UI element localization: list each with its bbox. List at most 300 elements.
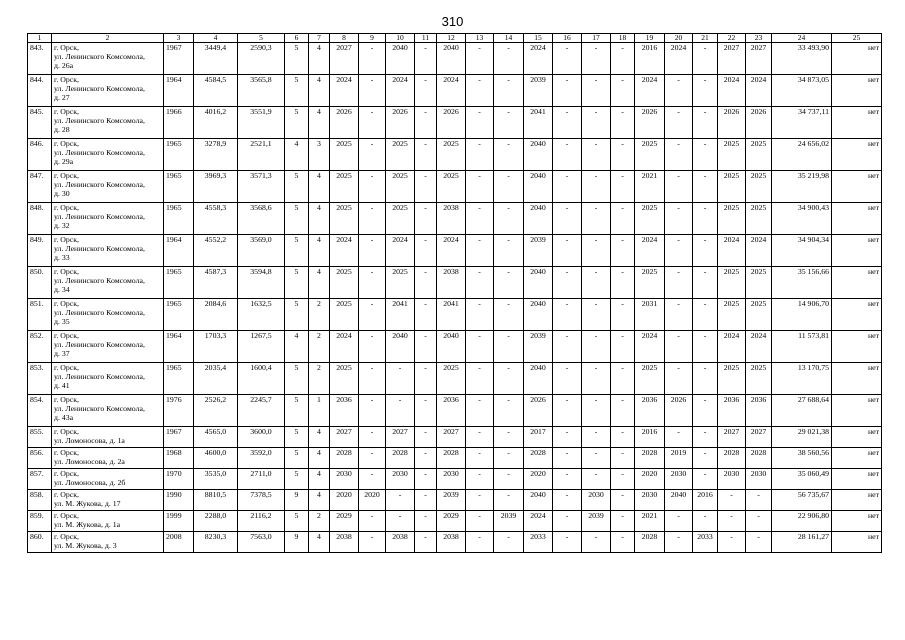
data-cell: 2024	[524, 511, 553, 532]
data-cell: 2019	[665, 448, 693, 469]
housing-table	[27, 33, 882, 553]
data-cell: 3551,9	[238, 107, 285, 139]
data-cell: 2	[309, 363, 330, 395]
data-cell: -	[553, 203, 582, 235]
data-cell: 2030	[330, 469, 359, 490]
data-cell: 4	[309, 171, 330, 203]
data-cell: 4	[309, 469, 330, 490]
data-cell: -	[466, 395, 494, 427]
address-line: д. 28	[54, 125, 70, 134]
data-cell: -	[359, 171, 386, 203]
data-cell: -	[415, 469, 437, 490]
data-cell: 2026	[665, 395, 693, 427]
data-cell: 2027	[330, 427, 359, 448]
data-cell: нет	[832, 171, 882, 203]
data-cell: 8810,5	[194, 490, 238, 511]
row-number: 858.	[28, 490, 52, 511]
data-cell: 2025	[386, 139, 415, 171]
data-cell: 2038	[386, 532, 415, 553]
address-line: ул. Ленинского Комсомола,	[54, 244, 145, 253]
data-cell: 2025	[330, 139, 359, 171]
data-cell: -	[553, 427, 582, 448]
data-cell: -	[611, 75, 635, 107]
data-cell: нет	[832, 43, 882, 75]
data-cell: 2025	[718, 363, 746, 395]
address-line: г. Орск,	[54, 490, 79, 499]
data-cell: 2040	[386, 331, 415, 363]
address-line: ул. Ломоносова, д. 2а	[54, 457, 125, 466]
data-cell: 2038	[437, 203, 466, 235]
data-cell: -	[415, 171, 437, 203]
data-cell: -	[466, 427, 494, 448]
data-cell: -	[494, 107, 524, 139]
data-cell: -	[386, 395, 415, 427]
data-cell: 56 735,67	[772, 490, 832, 511]
data-cell: -	[466, 511, 494, 532]
data-cell: -	[359, 43, 386, 75]
data-cell: 2040	[524, 171, 553, 203]
data-cell: 1999	[164, 511, 194, 532]
address-line: д. 33	[54, 253, 70, 262]
data-cell: -	[415, 107, 437, 139]
data-cell: 2016	[635, 427, 665, 448]
column-header: 13	[466, 34, 494, 43]
data-cell: 2021	[635, 171, 665, 203]
data-cell: нет	[832, 427, 882, 448]
data-cell: 2024	[635, 235, 665, 267]
data-cell: 7563,0	[238, 532, 285, 553]
data-cell: 4	[309, 43, 330, 75]
data-cell: 2025	[746, 299, 772, 331]
data-cell: 22 906,80	[772, 511, 832, 532]
data-cell: 2025	[635, 363, 665, 395]
data-cell: 2020	[359, 490, 386, 511]
data-cell: -	[718, 511, 746, 532]
data-cell: 2017	[524, 427, 553, 448]
data-cell: нет	[832, 532, 882, 553]
data-cell: 1967	[164, 427, 194, 448]
data-cell: 2024	[437, 75, 466, 107]
data-cell: 1632,5	[238, 299, 285, 331]
data-cell: 34 737,11	[772, 107, 832, 139]
data-cell: 2025	[746, 171, 772, 203]
data-cell: 1990	[164, 490, 194, 511]
data-cell: 2024	[635, 331, 665, 363]
data-cell: -	[415, 395, 437, 427]
data-cell: 2028	[524, 448, 553, 469]
data-cell: 2040	[437, 43, 466, 75]
data-cell: -	[553, 395, 582, 427]
data-cell: -	[466, 267, 494, 299]
data-cell: 4	[309, 267, 330, 299]
data-cell: -	[611, 427, 635, 448]
data-cell: -	[359, 427, 386, 448]
data-cell: 2033	[693, 532, 718, 553]
data-cell: -	[553, 532, 582, 553]
address-cell	[52, 395, 164, 427]
data-cell: -	[718, 532, 746, 553]
column-header: 4	[194, 34, 238, 43]
data-cell: нет	[832, 395, 882, 427]
data-cell: -	[582, 331, 611, 363]
data-cell: 2024	[524, 43, 553, 75]
data-cell: -	[553, 235, 582, 267]
address-line: д. 32	[54, 221, 70, 230]
data-cell: нет	[832, 235, 882, 267]
data-cell: 24 656,02	[772, 139, 832, 171]
table-row	[28, 107, 882, 139]
data-cell: -	[665, 427, 693, 448]
address-line: ул. М. Жукова, д. 3	[54, 541, 117, 550]
data-cell: 4	[309, 75, 330, 107]
data-cell: 33 493,90	[772, 43, 832, 75]
data-cell: -	[415, 427, 437, 448]
data-cell: 5	[285, 299, 309, 331]
data-cell: 2025	[635, 139, 665, 171]
row-number: 854.	[28, 395, 52, 427]
address-line: ул. Ломоносова, д. 1а	[54, 436, 125, 445]
data-cell: -	[582, 171, 611, 203]
data-cell: -	[415, 235, 437, 267]
data-cell: -	[494, 267, 524, 299]
data-cell: нет	[832, 203, 882, 235]
data-cell: нет	[832, 299, 882, 331]
data-cell: 2026	[386, 107, 415, 139]
address-line: д. 43а	[54, 413, 74, 422]
data-cell: -	[611, 171, 635, 203]
data-cell: -	[359, 331, 386, 363]
data-cell: -	[494, 139, 524, 171]
data-cell: нет	[832, 107, 882, 139]
data-cell: -	[466, 203, 494, 235]
data-cell: 2040	[524, 203, 553, 235]
data-cell: -	[466, 331, 494, 363]
data-cell: -	[415, 363, 437, 395]
data-cell: -	[665, 75, 693, 107]
data-cell: -	[553, 267, 582, 299]
data-cell: 2025	[386, 267, 415, 299]
data-cell: 3535,0	[194, 469, 238, 490]
data-cell: 14 906,70	[772, 299, 832, 331]
data-cell: -	[466, 532, 494, 553]
data-cell: -	[582, 395, 611, 427]
address-line: д. 37	[54, 349, 70, 358]
column-header: 16	[553, 34, 582, 43]
data-cell: 5	[285, 427, 309, 448]
column-header: 15	[524, 34, 553, 43]
data-cell: 2027	[718, 427, 746, 448]
data-cell: 2025	[437, 171, 466, 203]
address-line: ул. Ленинского Комсомола,	[54, 180, 145, 189]
address-line: д. 27	[54, 93, 70, 102]
data-cell: 3600,0	[238, 427, 285, 448]
data-cell: 5	[285, 267, 309, 299]
data-cell: 4	[285, 331, 309, 363]
data-cell: 2028	[330, 448, 359, 469]
data-cell: 1965	[164, 203, 194, 235]
data-cell: 2020	[524, 469, 553, 490]
data-cell: 3449,4	[194, 43, 238, 75]
address-cell	[52, 299, 164, 331]
address-line: ул. Ленинского Комсомола,	[54, 340, 145, 349]
data-cell: 3969,3	[194, 171, 238, 203]
address-line: ул. Ленинского Комсомола,	[54, 212, 145, 221]
row-number: 849.	[28, 235, 52, 267]
data-cell: -	[582, 532, 611, 553]
data-cell: 2040	[524, 299, 553, 331]
data-cell: 35 060,49	[772, 469, 832, 490]
data-cell: -	[359, 75, 386, 107]
data-cell: -	[746, 532, 772, 553]
data-cell: 2116,2	[238, 511, 285, 532]
address-line: г. Орск,	[54, 299, 79, 308]
data-cell: 2025	[330, 171, 359, 203]
data-cell: 2040	[386, 43, 415, 75]
data-cell: -	[582, 43, 611, 75]
address-cell	[52, 235, 164, 267]
data-cell: -	[359, 235, 386, 267]
data-cell: -	[494, 532, 524, 553]
column-header: 9	[359, 34, 386, 43]
data-cell: нет	[832, 75, 882, 107]
data-cell: -	[494, 448, 524, 469]
address-line: г. Орск,	[54, 395, 79, 404]
data-cell: нет	[832, 469, 882, 490]
data-cell: -	[553, 469, 582, 490]
column-header: 17	[582, 34, 611, 43]
data-cell: -	[582, 75, 611, 107]
data-cell: 2526,2	[194, 395, 238, 427]
data-cell: 2024	[746, 235, 772, 267]
data-cell: -	[611, 299, 635, 331]
data-cell: 2039	[582, 511, 611, 532]
data-cell: -	[359, 267, 386, 299]
data-cell: -	[415, 139, 437, 171]
data-cell: 2028	[718, 448, 746, 469]
data-cell: -	[494, 43, 524, 75]
data-cell: -	[746, 511, 772, 532]
data-cell: -	[466, 490, 494, 511]
data-cell: 2026	[635, 107, 665, 139]
table-row	[28, 395, 882, 427]
data-cell: 4	[309, 427, 330, 448]
address-line: ул. Ленинского Комсомола,	[54, 84, 145, 93]
data-cell: 2025	[330, 267, 359, 299]
column-header: 1	[28, 34, 52, 43]
table-row	[28, 331, 882, 363]
data-cell: -	[494, 299, 524, 331]
data-cell: 2025	[635, 267, 665, 299]
data-cell: 1965	[164, 139, 194, 171]
data-cell: 2025	[330, 203, 359, 235]
data-cell: -	[611, 235, 635, 267]
column-header: 22	[718, 34, 746, 43]
address-line: г. Орск,	[54, 532, 79, 541]
data-cell: 5	[285, 363, 309, 395]
data-cell: 4	[309, 490, 330, 511]
data-cell: -	[582, 235, 611, 267]
data-cell: 4016,2	[194, 107, 238, 139]
data-cell: 4	[309, 203, 330, 235]
address-cell	[52, 267, 164, 299]
header-row	[28, 34, 882, 43]
data-cell: -	[553, 75, 582, 107]
data-cell: 4584,5	[194, 75, 238, 107]
data-cell: 1267,5	[238, 331, 285, 363]
data-cell: 2027	[718, 43, 746, 75]
data-cell: 2024	[718, 331, 746, 363]
data-cell: 3565,8	[238, 75, 285, 107]
address-line: ул. Ленинского Комсомола,	[54, 308, 145, 317]
data-cell: -	[415, 267, 437, 299]
address-line: ул. Ленинского Комсомола,	[54, 148, 145, 157]
data-cell: 2026	[524, 395, 553, 427]
data-cell: -	[494, 171, 524, 203]
data-cell: нет	[832, 331, 882, 363]
data-cell: 2025	[718, 299, 746, 331]
data-cell: 2016	[693, 490, 718, 511]
column-header: 8	[330, 34, 359, 43]
data-cell: 2288,0	[194, 511, 238, 532]
data-cell: -	[494, 75, 524, 107]
data-cell: 2030	[746, 469, 772, 490]
address-line: г. Орск,	[54, 469, 79, 478]
data-cell: -	[693, 267, 718, 299]
data-cell: 2025	[718, 203, 746, 235]
data-cell: -	[611, 267, 635, 299]
data-cell: 2028	[386, 448, 415, 469]
data-cell: 2024	[635, 75, 665, 107]
data-cell: 9	[285, 490, 309, 511]
address-line: ул. Ленинского Комсомола,	[54, 276, 145, 285]
data-cell: -	[611, 203, 635, 235]
address-cell	[52, 363, 164, 395]
data-cell: 5	[285, 395, 309, 427]
data-cell: -	[693, 469, 718, 490]
address-line: г. Орск,	[54, 43, 79, 52]
page-number: 310	[441, 14, 464, 29]
data-cell: -	[693, 395, 718, 427]
data-cell: -	[466, 43, 494, 75]
row-number: 848.	[28, 203, 52, 235]
data-cell: 2038	[437, 267, 466, 299]
data-cell: -	[665, 203, 693, 235]
data-cell: -	[359, 469, 386, 490]
data-cell: 2040	[524, 363, 553, 395]
data-cell: 2021	[635, 511, 665, 532]
data-cell: 4	[309, 532, 330, 553]
data-cell: 2039	[494, 511, 524, 532]
data-cell: 2024	[386, 235, 415, 267]
data-cell: 5	[285, 107, 309, 139]
data-cell: -	[553, 331, 582, 363]
data-cell: -	[415, 75, 437, 107]
address-line: ул. Ленинского Комсомола,	[54, 372, 145, 381]
data-cell: 11 573,81	[772, 331, 832, 363]
data-cell: -	[359, 139, 386, 171]
data-cell: 1964	[164, 75, 194, 107]
data-cell: -	[553, 448, 582, 469]
data-cell: -	[611, 395, 635, 427]
data-cell: 28 161,27	[772, 532, 832, 553]
data-cell: 4558,3	[194, 203, 238, 235]
data-cell: 5	[285, 171, 309, 203]
data-cell: -	[611, 331, 635, 363]
column-header: 25	[832, 34, 882, 43]
data-cell: 2025	[746, 363, 772, 395]
data-cell: -	[359, 448, 386, 469]
address-line: г. Орск,	[54, 331, 79, 340]
data-cell: -	[665, 511, 693, 532]
data-cell: -	[494, 203, 524, 235]
data-cell: -	[611, 107, 635, 139]
data-cell: нет	[832, 267, 882, 299]
data-cell: 1970	[164, 469, 194, 490]
row-number: 847.	[28, 171, 52, 203]
data-cell: 1964	[164, 331, 194, 363]
data-cell: -	[494, 395, 524, 427]
data-cell: -	[582, 469, 611, 490]
row-number: 855.	[28, 427, 52, 448]
data-cell: -	[553, 107, 582, 139]
data-cell: -	[494, 469, 524, 490]
row-number: 857.	[28, 469, 52, 490]
data-cell: 2025	[746, 139, 772, 171]
data-cell: 2036	[635, 395, 665, 427]
data-cell: -	[494, 331, 524, 363]
table-row	[28, 427, 882, 448]
data-cell: 4565,0	[194, 427, 238, 448]
address-line: г. Орск,	[54, 235, 79, 244]
data-cell: -	[359, 203, 386, 235]
column-header: 10	[386, 34, 415, 43]
table-row	[28, 75, 882, 107]
data-cell: -	[718, 490, 746, 511]
data-cell: 2024	[665, 43, 693, 75]
column-header: 14	[494, 34, 524, 43]
address-line: д. 35	[54, 317, 70, 326]
data-cell: -	[553, 139, 582, 171]
data-cell: 2	[309, 299, 330, 331]
data-cell: 34 904,34	[772, 235, 832, 267]
data-cell: -	[359, 532, 386, 553]
data-cell: 2024	[330, 331, 359, 363]
data-cell: 2040	[665, 490, 693, 511]
data-cell: -	[553, 490, 582, 511]
data-cell: 2016	[635, 43, 665, 75]
data-cell: 2025	[437, 363, 466, 395]
data-cell: 1964	[164, 235, 194, 267]
data-cell: -	[466, 107, 494, 139]
address-line: г. Орск,	[54, 511, 79, 520]
table-row	[28, 469, 882, 490]
data-cell: 2024	[330, 235, 359, 267]
data-cell: -	[611, 490, 635, 511]
data-cell: -	[693, 203, 718, 235]
data-cell: 5	[285, 235, 309, 267]
address-line: г. Орск,	[54, 448, 79, 457]
data-cell: 2039	[524, 75, 553, 107]
data-cell: 2025	[635, 203, 665, 235]
data-cell: -	[582, 448, 611, 469]
data-cell: 2025	[330, 299, 359, 331]
address-line: ул. Ленинского Комсомола,	[54, 116, 145, 125]
data-cell: -	[693, 139, 718, 171]
data-cell: 2041	[386, 299, 415, 331]
data-cell: 2040	[437, 331, 466, 363]
data-cell: -	[665, 299, 693, 331]
data-cell: 2024	[718, 235, 746, 267]
